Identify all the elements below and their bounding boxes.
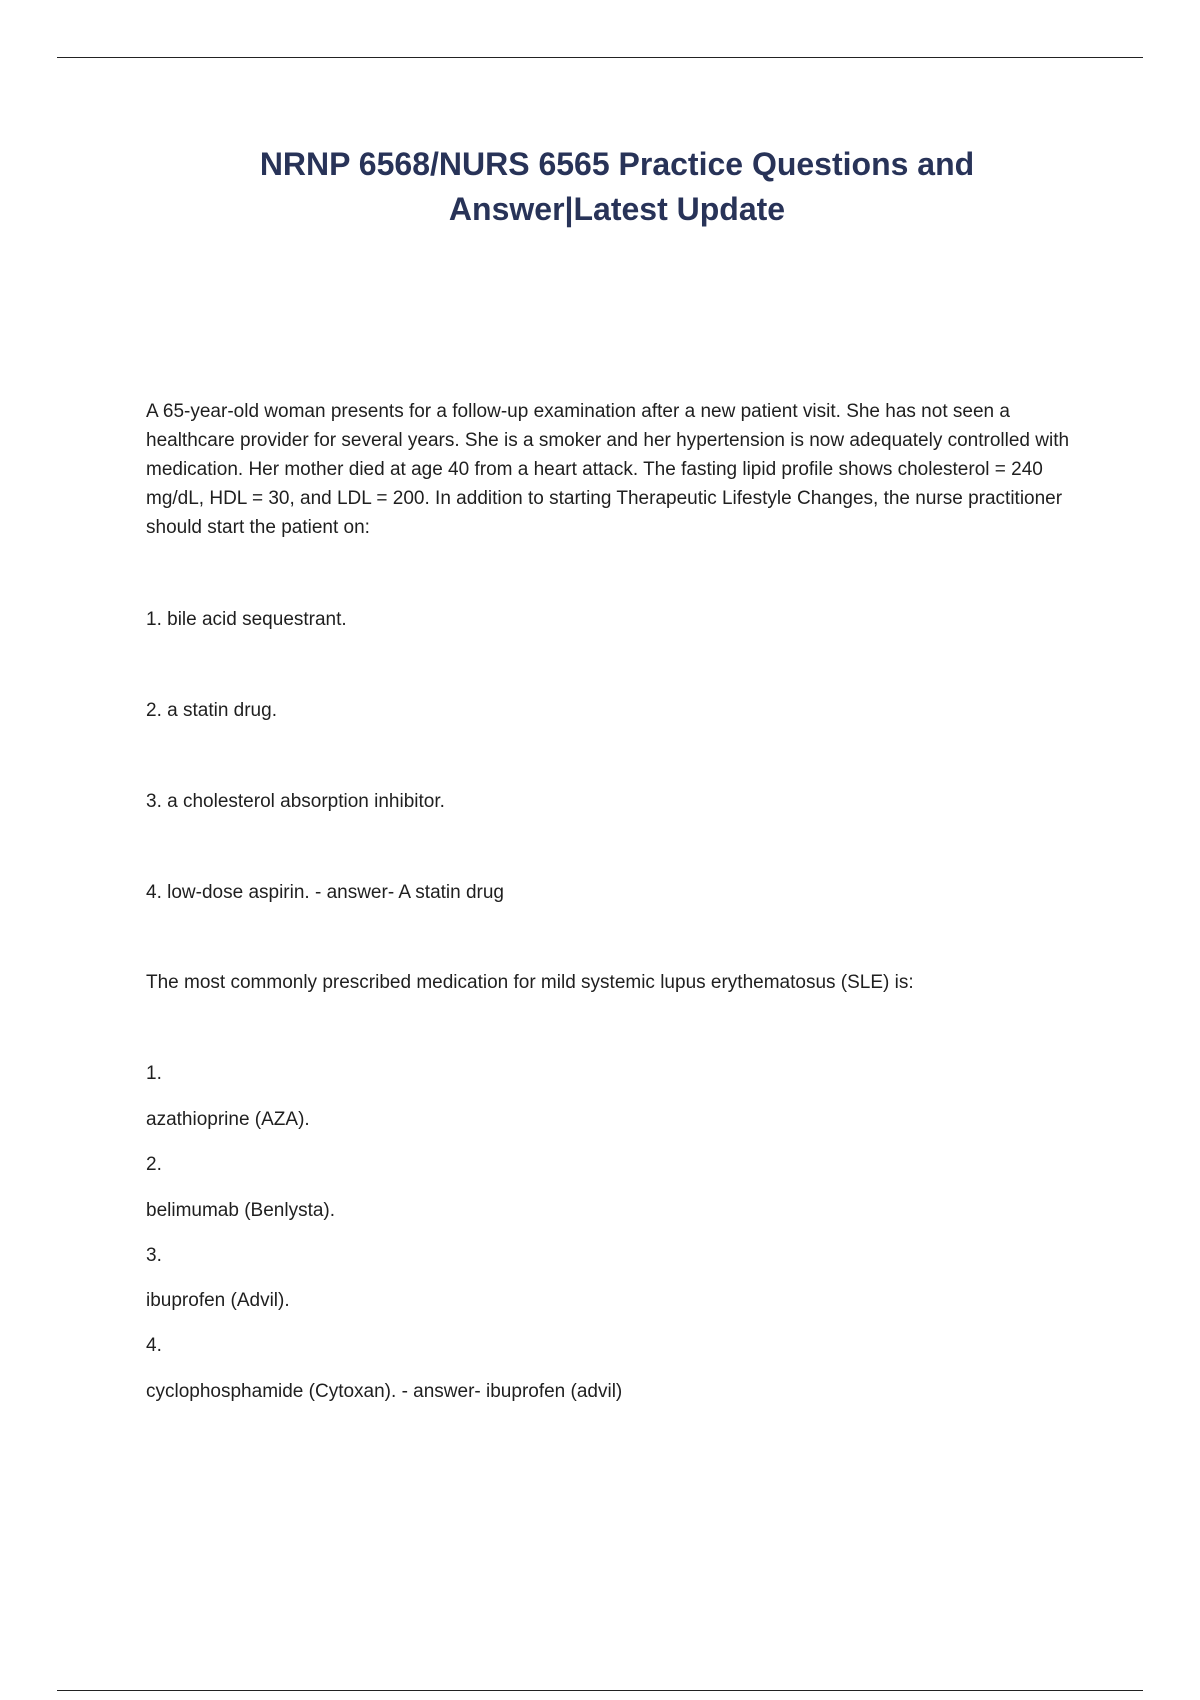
question-2-line-6: ibuprofen (Advil). [146,1290,290,1311]
question-1-stem: A 65-year-old woman presents for a follow-up examination after a new patient visit. She has not seen a healthcare provider for several years. She is a smoker and her hypertension is now adequately controlled with medication. Her mother died at age 40 from a heart attack. The fasting lipid profile shows cholesterol = 240 mg/dL, HDL = 30, and LDL = 200. In addition to starting Therapeutic Lifestyle Changes, the nurse practitioner should start the patient on: [146,401,1070,538]
question-2-line-4: belimumab (Benlysta). [146,1200,336,1221]
question-2-stem: The most commonly prescribed medication for mild systemic lupus erythematosus (SLE) is: [146,972,914,993]
document-title: NRNP 6568/NURS 6565 Practice Questions and Answer|Latest Update [259,146,975,227]
question-1-option-2: 2. a statin drug. [146,700,277,721]
question-2-line-5: 3. [146,1245,162,1266]
bottom-rule [57,1690,1143,1691]
question-2-line-3: 2. [146,1154,162,1175]
question-2-line-8: cyclophosphamide (Cytoxan). - answer- ibuprofen (advil) [146,1381,623,1402]
question-1-option-4: 4. low-dose aspirin. - answer- A statin drug [146,882,505,903]
question-2-line-7: 4. [146,1335,162,1356]
question-2-line-2: azathioprine (AZA). [146,1109,310,1130]
question-2-line-1: 1. [146,1063,162,1084]
question-1-option-3: 3. a cholesterol absorption inhibitor. [146,791,445,812]
top-rule [57,57,1143,58]
question-1-option-1: 1. bile acid sequestrant. [146,609,347,630]
